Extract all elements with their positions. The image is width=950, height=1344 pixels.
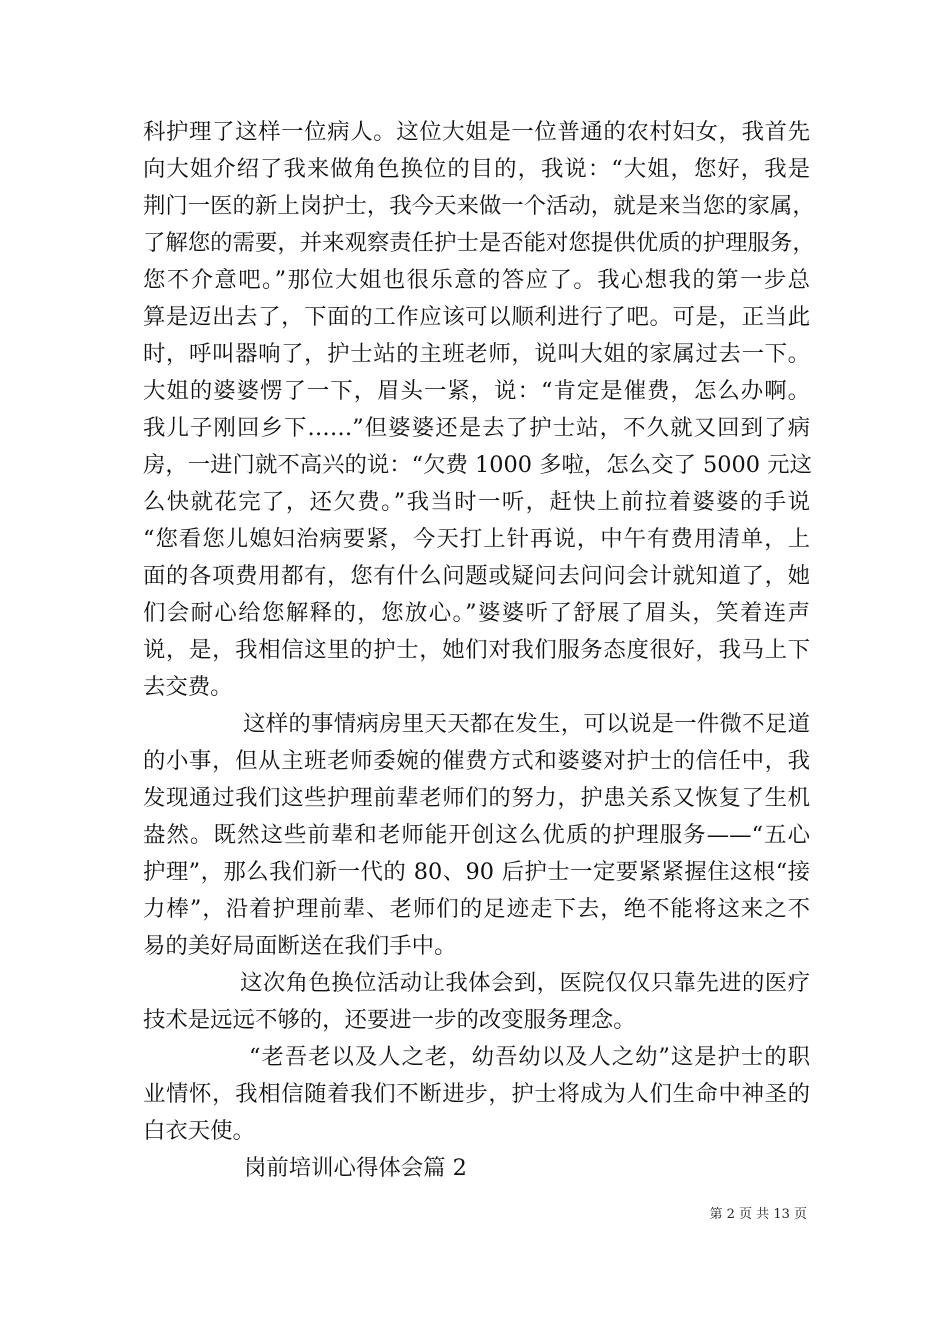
text-line: 您不介意吧。”那位大姐也很乐意的答应了。我心想我的第一步总 [143, 267, 810, 293]
text-line: 面的各项费用都有，您有什么问题或疑问去问问会计就知道了，她 [143, 563, 810, 589]
text-line: 业情怀，我相信随着我们不断进步，护士将成为人们生命中神圣的 [143, 1081, 810, 1107]
text-line: 大姐的婆婆愣了一下，眉头一紧，说：“肯定是催费，怎么办啊。 [143, 378, 810, 404]
text-line: “您看您儿媳妇治病要紧，今天打上针再说，中午有费用清单，上 [143, 526, 810, 552]
text-line: 这次角色换位活动让我体会到，医院仅仅只靠先进的医疗 [240, 970, 810, 996]
paragraph-1 [143, 114, 815, 706]
text-line: 荆门一医的新上岗护士，我今天来做一个活动，就是来当您的家属， [143, 193, 815, 219]
text-line: 了解您的需要，并来观察责任护士是否能对您提供优质的护理服务， [143, 230, 815, 256]
text-line: 白衣天使。 [143, 1118, 255, 1144]
paragraph-2 [143, 706, 810, 965]
document-body [143, 114, 815, 1187]
text-line: 的小事，但从主班老师委婉的催费方式和婆婆对护士的信任中，我 [143, 748, 810, 774]
text-line: 技术是远远不够的，还要进一步的改变服务理念。 [143, 1007, 636, 1033]
text-line: 力棒”，沿着护理前辈、老师们的足迹走下去，绝不能将这来之不 [143, 896, 810, 922]
text-line: 盎然。既然这些前辈和老师能开创这么优质的护理服务——“五心 [143, 822, 810, 848]
text-line: 这样的事情病房里天天都在发生，可以说是一件微不足道 [243, 711, 810, 737]
section-heading [143, 1150, 810, 1187]
text-line: 我儿子刚回乡下……”但婆婆还是去了护士站，不久就又回到了病 [143, 415, 810, 441]
text-line: 们会耐心给您解释的，您放心。”婆婆听了舒展了眉头，笑着连声 [143, 600, 810, 626]
text-line: 房，一进门就不高兴的说：“欠费 1000 多啦，怎么交了 5000 元这 [143, 452, 812, 478]
text-line: 向大姐介绍了我来做角色换位的目的，我说：“大姐，您好，我是 [143, 156, 810, 182]
page-number: 第 2 页 共 13 页 [709, 1207, 807, 1222]
text-line: 发现通过我们这些护理前辈老师们的努力，护患关系又恢复了生机 [143, 785, 810, 811]
text-line: 去交费。 [143, 674, 233, 700]
text-line: 算是迈出去了，下面的工作应该可以顺利进行了吧。可是，正当此 [143, 304, 810, 330]
text-line: 么快就花完了，还欠费。”我当时一听，赶快上前拉着婆婆的手说 [143, 489, 810, 515]
paragraph-4 [143, 1039, 810, 1150]
text-line: 科护理了这样一位病人。这位大姐是一位普通的农村妇女，我首先 [143, 119, 810, 145]
paragraph-3 [143, 965, 810, 1039]
text-line: 说，是，我相信这里的护士，她们对我们服务态度很好，我马上下 [143, 637, 810, 663]
text-line: 易的美好局面断送在我们手中。 [143, 933, 457, 959]
section-heading-text: 岗前培训心得体会篇 2 [244, 1155, 467, 1181]
text-line: 时，呼叫器响了，护士站的主班老师，说叫大姐的家属过去一下。 [143, 341, 810, 367]
text-line: 护理”，那么我们新一代的 80、90 后护士一定要紧紧握住这根“接 [143, 859, 810, 885]
text-line: “老吾老以及人之老，幼吾幼以及人之幼”这是护士的职 [249, 1044, 810, 1070]
